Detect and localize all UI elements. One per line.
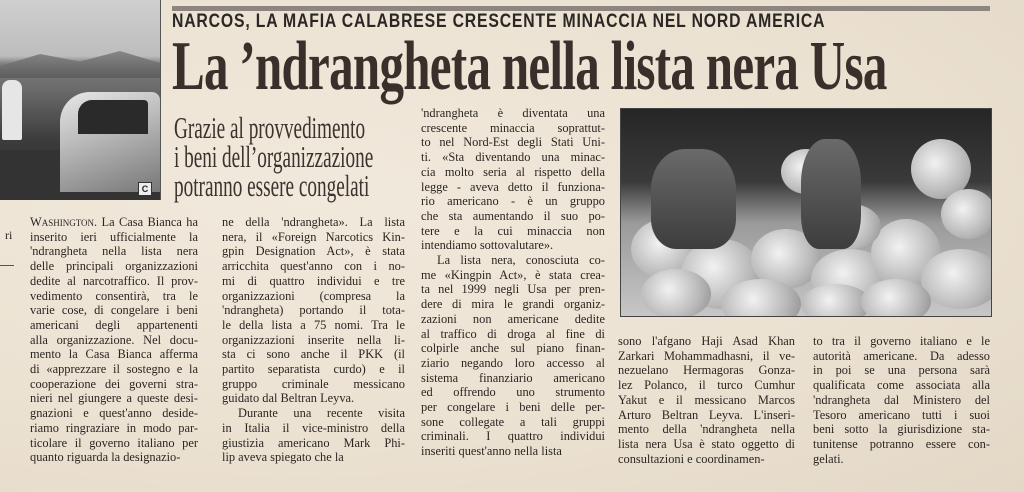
article-text-line: legge - aveva detto il funziona-	[421, 179, 605, 194]
article-text-line: mi di quattro individui e tre	[222, 273, 405, 288]
article-text-line: ti. «Sta diventando una minac-	[421, 150, 605, 165]
article-text-line: Zarkari Mohammadhasni, il ve-	[618, 348, 795, 363]
dateline: Washington.	[30, 215, 98, 229]
hills	[0, 48, 160, 78]
car-window	[78, 100, 148, 134]
article-text-line: in Italia il vice-ministro della	[222, 420, 405, 435]
drug-bag	[941, 189, 992, 239]
adjacent-article-rule	[0, 265, 14, 266]
article-text-line: quanto riguarda la designazio-	[30, 450, 181, 465]
article-text-line: zazioni non americane dedite	[421, 311, 605, 326]
article-text-line: sono l'afgano Haji Asad Khan	[618, 334, 795, 348]
article-text-line: guidato dal Beltran Leyva.	[222, 391, 355, 406]
officer-figure	[2, 80, 22, 140]
article-text-line: gpin Designation Act», è stata	[222, 244, 405, 259]
article-column-3	[421, 106, 605, 459]
hand	[651, 149, 736, 249]
adjacent-article-fragment: ri	[5, 228, 13, 242]
article-text-line: per congelare i beni delle per-	[421, 400, 605, 415]
article-text-line: partito separatista curdo) e il	[222, 362, 405, 377]
subhead-line: i beni dell’organizzazione	[174, 139, 374, 174]
article-text-line: gelati.	[813, 451, 844, 466]
article-column-2	[222, 215, 405, 465]
article-text-line: me «Kingpin Act», è stata crea-	[421, 267, 605, 282]
article-text-line: ta nel 1999 negli Usa per pren-	[421, 282, 605, 297]
article-text-line: tunitense potranno essere con-	[813, 436, 990, 451]
article-text-line: 'ndrangheta) portando il tota-	[222, 303, 405, 318]
drug-seizure-photo	[620, 108, 992, 317]
article-text-line: to nel Nord-Est degli Stati Uni-	[421, 135, 605, 150]
article-text-line: consultazioni e coordinamen-	[618, 451, 765, 466]
article-text-line: inseriti quest'anno nella lista	[421, 444, 562, 459]
article-text-line: cooperazione dei governi stra-	[30, 376, 198, 391]
license-plate: C	[138, 182, 152, 196]
article-text-line: sistema finanziario americano	[421, 370, 605, 385]
street-checkpoint-photo	[0, 0, 161, 200]
article-text-line: le della lista a 75 nomi. Tra le	[222, 317, 405, 332]
article-text-line: delle principali organizzazioni	[30, 259, 198, 274]
article-text: La Casa Bianca ha	[97, 215, 198, 229]
article-text-line: lez Polanco, il turco Cumhur	[618, 378, 795, 393]
article-text-line: beni sotto la giurisdizione sta-	[813, 422, 990, 437]
article-text-line: 'ndrangheta nella lista nera	[30, 244, 198, 259]
article-column-4	[618, 334, 795, 466]
drug-bag	[921, 249, 992, 309]
article-text-line: gnazioni e quest'anno deside-	[30, 406, 198, 421]
article-text-line: americani degli appartenenti	[30, 317, 198, 332]
article-text-line: organizzazioni (compresa la	[222, 288, 405, 303]
article-text-line: 'ndrangheta dal Ministero del	[813, 392, 990, 407]
article-text-line: crescente minaccia soprattut-	[421, 120, 605, 135]
headline: La ’ndrangheta nella lista nera Usa	[172, 28, 887, 105]
drug-bag	[641, 269, 711, 317]
article-text-line: Tesoro americano tutti i suoi	[813, 407, 990, 422]
article-text-line: lip aveva spiegato che la	[222, 450, 344, 465]
article-text-line: 'ndrangheta è diventata una	[421, 106, 605, 120]
subhead-line: Grazie al provvedimento	[174, 110, 366, 145]
article-text-line: organizzazioni inserite nella li-	[222, 332, 405, 347]
article-text-line: ticolare il governo italiano per	[30, 435, 198, 450]
article-text-line: al traffico di droga al fine di	[421, 326, 605, 341]
article-text-line: rio americano - è un gruppo	[421, 194, 605, 209]
subhead-line: potranno essere congelati	[174, 168, 370, 203]
article-text-line: dedite al narcotraffico. Il prov-	[30, 273, 198, 288]
subheadline	[174, 110, 385, 203]
article-text-line: La lista nera, conosciuta co-	[437, 253, 605, 268]
article-text-line: autorità americane. Da adesso	[813, 348, 990, 363]
article-text-line: qualificata come associata alla	[813, 378, 990, 393]
article-text-line: mento la Casa Bianca afferma	[30, 347, 198, 362]
kicker: NARCOS, LA MAFIA CALABRESE CRESCENTE MINACCIA NEL NORD AMERICA	[172, 11, 826, 32]
article-text-line: varie cose, di congelare i beni	[30, 303, 198, 318]
article-text-line: colpirle anche sul piano finan-	[421, 341, 605, 356]
article-text-line: to tra il governo italiano e le	[813, 334, 990, 348]
article-text-line: Arturo Beltran Leyva. L'inseri-	[618, 407, 795, 422]
article-text-line: inserito ieri ufficialmente la	[30, 229, 198, 244]
article-text-line: nieri nel giungere a queste desi-	[30, 391, 198, 406]
article-column-5	[813, 334, 990, 466]
article-text-line: riamo ringraziare in modo par-	[30, 420, 198, 435]
article-text-line: di «apprezzare il sostegno e la	[30, 362, 198, 377]
article-text-line: ne della 'ndrangheta». La lista	[222, 215, 405, 229]
article-text-line: mento della 'ndrangheta nella	[618, 422, 795, 437]
article-text-line: tere e la cui minaccia non	[421, 223, 605, 238]
article-text-line: Yakut e il messicano Marcos	[618, 392, 795, 407]
article-text-line: cia molto seria al rispetto della	[421, 164, 605, 179]
article-text-line: ed offrendo uno strumento	[421, 385, 605, 400]
article-text-line: criminali. I quattro individui	[421, 429, 605, 444]
article-text-line: vedimento consentirà, tra le	[30, 288, 198, 303]
drug-bag	[861, 279, 931, 317]
article-text-line: giustizia americano Mark Phi-	[222, 435, 405, 450]
article-text-line: sone collegate a tali gruppi	[421, 414, 605, 429]
hand	[801, 139, 861, 249]
article-text-line: intendiamo sottovalutare».	[421, 238, 554, 253]
article-text-line: lista nera Usa è stato oggetto di	[618, 436, 795, 451]
article-text-line: ziario negando loro accesso al	[421, 355, 605, 370]
article-text-line: gruppo criminale messicano	[222, 376, 405, 391]
article-text-line: arricchita quest'anno con i no-	[222, 259, 405, 274]
article-column-1	[30, 215, 198, 465]
article-text-line: dere di mira le grandi organiz-	[421, 297, 605, 312]
article-text-line: in poi se una persona sarà	[813, 363, 990, 378]
article-text-line: sta ci sono anche il PKK (il	[222, 347, 405, 362]
article-text-line: alla organizzazione. Nel docu-	[30, 332, 198, 347]
article-text-line	[30, 215, 198, 230]
article-text-line: nezuelano Hermagoras Gonza-	[618, 363, 795, 378]
article-text-line: che sta aumentando il suo po-	[421, 208, 605, 223]
article-text-line: Durante una recente visita	[238, 406, 405, 421]
article-text-line: nera, il «Foreign Narcotics Kin-	[222, 229, 405, 244]
